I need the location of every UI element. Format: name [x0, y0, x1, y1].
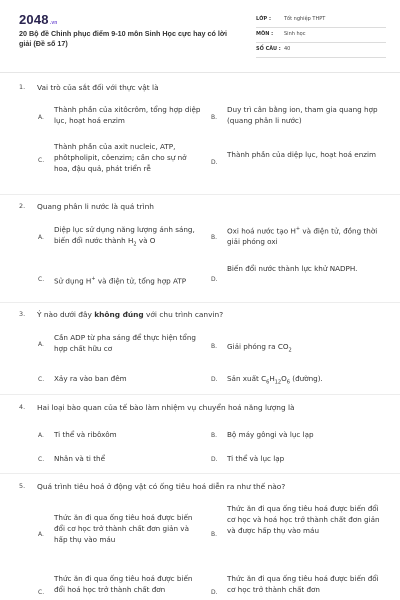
page-header: [0, 0, 400, 64]
question-number: 4.: [19, 403, 26, 411]
option-letter: C.: [38, 376, 45, 383]
document-title: 20 Bộ đề Chinh phục điểm 9-10 môn Sinh Học cực hay có lời giải (Đề số 17): [19, 29, 228, 48]
subscript: 2: [288, 347, 292, 354]
option-letter: A.: [38, 234, 44, 241]
option-letter: A.: [38, 531, 44, 538]
option-text: và O: [136, 236, 156, 245]
option-d[interactable]: Ti thể và lục lạp: [227, 454, 285, 463]
question-emphasis: không đúng: [94, 310, 144, 319]
option-b[interactable]: [227, 341, 387, 356]
meta-value: Sinh học: [284, 31, 306, 37]
meta-key: MÔN :: [256, 31, 274, 37]
option-b[interactable]: [227, 224, 387, 247]
option-text: O: [281, 374, 287, 383]
question-text: Hai loại bào quan của tế bào làm nhiệm vụ chuyển hoá năng lượng là: [37, 403, 295, 412]
meta-key: SỐ CÂU :: [256, 46, 281, 52]
superscript: +: [91, 276, 96, 282]
option-a[interactable]: [54, 224, 204, 250]
option-letter: A.: [38, 432, 44, 439]
header-divider: [0, 72, 400, 73]
option-a[interactable]: Thành phần của xitôcrôm, tổng hợp diệp lục, hoạt hoá enzim: [54, 105, 201, 125]
option-letter: D.: [211, 376, 218, 383]
option-c[interactable]: Xảy ra vào ban đêm: [54, 374, 127, 383]
logo-brand: 2048: [19, 12, 49, 27]
option-a[interactable]: Cần ADP từ pha sáng để thực hiện tổng hợp chất hữu cơ: [54, 333, 196, 353]
option-d[interactable]: [227, 373, 392, 388]
option-letter: B.: [211, 343, 218, 350]
site-logo[interactable]: [19, 12, 58, 27]
option-c[interactable]: Nhân và ti thể: [54, 454, 106, 463]
question-text-part: Ý nào dưới đây: [37, 310, 95, 319]
option-text: Giải phóng ra CO: [227, 342, 289, 351]
question-separator: [0, 394, 400, 395]
option-b[interactable]: Duy trì cân bằng ion, tham gia quang hợp (quang phân li nước): [227, 105, 378, 125]
option-text: Sản xuất C: [227, 374, 267, 383]
option-letter: D.: [211, 456, 218, 463]
question-separator: [0, 302, 400, 303]
meta-row-class: [256, 14, 386, 28]
option-a[interactable]: Ti thể và ribôxôm: [54, 430, 117, 439]
option-letter: C.: [38, 456, 45, 463]
option-text: Diệp lục sử dụng năng lượng ánh sáng, biến đổi nước thành H: [54, 225, 195, 245]
option-letter: C.: [38, 276, 45, 283]
question-text: Quá trình tiêu hoá ở động vật có ống tiêu hoá diễn ra như thế nào?: [37, 482, 286, 491]
subscript: 12: [274, 379, 282, 386]
option-letter: C.: [38, 589, 45, 596]
option-d[interactable]: Thức ăn đi qua ống tiêu hoá được biến đổi cơ học trở thành chất đơn: [227, 574, 379, 594]
logo-tld: .vn: [49, 20, 58, 26]
question-text-part: với chu trình canvin?: [143, 310, 224, 319]
option-a[interactable]: Thức ăn đi qua ống tiêu hoá được biến đổi cơ học trở thành chất đơn giản và hấp thụ vào máu: [54, 513, 193, 544]
option-d[interactable]: Thành phần của diệp lục, hoạt hoá enzim: [227, 150, 377, 159]
meta-value: 40: [284, 46, 291, 52]
subscript: 6: [266, 379, 270, 386]
question-text: [37, 310, 387, 319]
option-letter: C.: [38, 157, 45, 164]
question-number: 2.: [19, 202, 26, 210]
option-letter: B.: [211, 432, 218, 439]
question-number: 1.: [19, 83, 26, 91]
meta-key: LỚP :: [256, 16, 271, 22]
option-c[interactable]: Thành phần của axit nucleic, ATP, phôtpholipit, côenzim; cần cho sự nở hoa, đậu quả, phát triển rễ: [54, 142, 187, 173]
question-number: 5.: [19, 482, 26, 490]
subscript: 2: [133, 241, 137, 248]
option-letter: D.: [211, 276, 218, 283]
option-b[interactable]: Bộ máy gôngi và lục lạp: [227, 430, 314, 439]
question-text: Quang phân li nước là quá trình: [37, 202, 154, 211]
question-text: Vai trò của sắt đối với thực vật là: [37, 83, 159, 92]
option-b[interactable]: Thức ăn đi qua ống tiêu hoá được biến đổi cơ học và hoá học trở thành chất đơn giản và được hấp thụ vào máu: [227, 504, 380, 535]
option-letter: D.: [211, 159, 218, 166]
meta-row-subject: [256, 29, 386, 43]
option-d[interactable]: Biến đổi nước thành lực khử NADPH.: [227, 264, 358, 273]
superscript: +: [295, 226, 301, 232]
option-letter: A.: [38, 341, 44, 348]
option-text: H: [269, 374, 275, 383]
option-text: và điện tử, tổng hợp ATP: [95, 276, 187, 286]
option-letter: B.: [211, 531, 218, 538]
option-text: Oxi hoá nước tạo H: [227, 226, 296, 236]
question-separator: [0, 473, 400, 474]
option-letter: B.: [211, 114, 218, 121]
option-c[interactable]: Thức ăn đi qua ống tiêu hoá được biến đổi hoá học trở thành chất đơn: [54, 574, 193, 594]
option-text: và điện tử, đồng thời giải phóng oxi: [227, 226, 378, 247]
option-text: (đường).: [289, 374, 323, 383]
option-letter: B.: [211, 234, 218, 241]
option-c[interactable]: [54, 274, 214, 286]
question-number: 3.: [19, 310, 26, 318]
option-letter: A.: [38, 114, 44, 121]
question-separator: [0, 194, 400, 195]
option-letter: D.: [211, 589, 218, 596]
document-meta: [256, 14, 386, 59]
option-text: Sử dụng H: [54, 276, 92, 286]
meta-row-count: [256, 44, 386, 58]
subscript: 6: [286, 379, 290, 386]
meta-value: Tốt nghiệp THPT: [284, 16, 326, 22]
